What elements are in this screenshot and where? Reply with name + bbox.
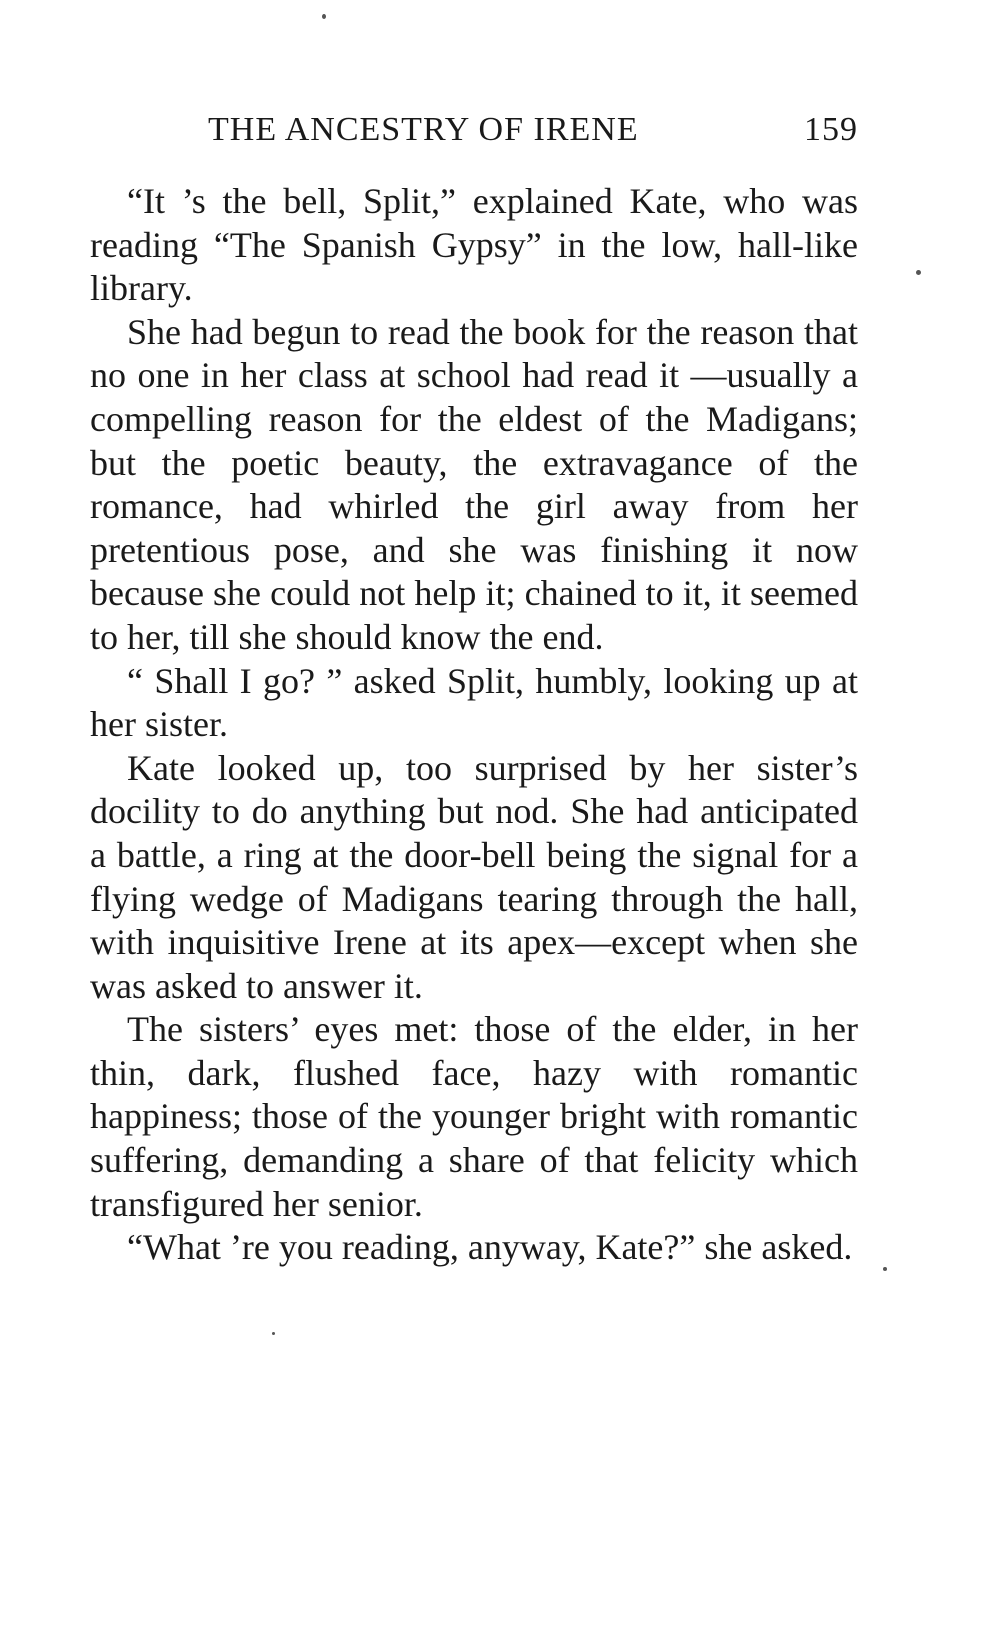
- paragraph: “ Shall I go? ” asked Split, humbly, looking up at her sister.: [90, 660, 858, 745]
- running-title: THE ANCESTRY OF IRENE: [208, 111, 639, 148]
- paragraph: “What ’re you reading, anyway, Kate?” she asked.: [127, 1227, 853, 1268]
- scan-speck: [322, 14, 326, 19]
- paragraph: The sisters’ eyes met: those of the elder, in her thin, dark, flushed face, hazy with romantic happiness; those of the younger bright with romantic suffering, demanding a share of that felicity which transfigured her senior.: [90, 1009, 858, 1224]
- paragraph: She had begun to read the book for the reason that no one in her class at school had read it —usually a compelling reason for the eldest of the Madigans; but the poetic beauty, the extravagance of the romance, had whirled the girl away from her pretentious pose, and she was finishing it now because she could not help it; chained to it, it seemed to her, till she should know the end.: [90, 311, 858, 657]
- paragraph: Kate looked up, too surprised by her sister’s docility to do anything but nod. She had anticipated a battle, a ring at the door-bell being the signal for a flying wedge of Madigans tearing through the hall, with inquisitive Irene at its apex—except when she was asked to answer it.: [90, 747, 858, 1006]
- page-number: 159: [804, 111, 858, 148]
- paragraph: “It ’s the bell, Split,” explained Kate, who was reading “The Spanish Gypsy” in the low, hall-like library.: [90, 181, 858, 309]
- scan-speck: [272, 1332, 275, 1335]
- scan-speck: [916, 270, 921, 275]
- running-head: [90, 108, 858, 152]
- body-text: [90, 180, 858, 1270]
- scan-speck: [883, 1267, 887, 1271]
